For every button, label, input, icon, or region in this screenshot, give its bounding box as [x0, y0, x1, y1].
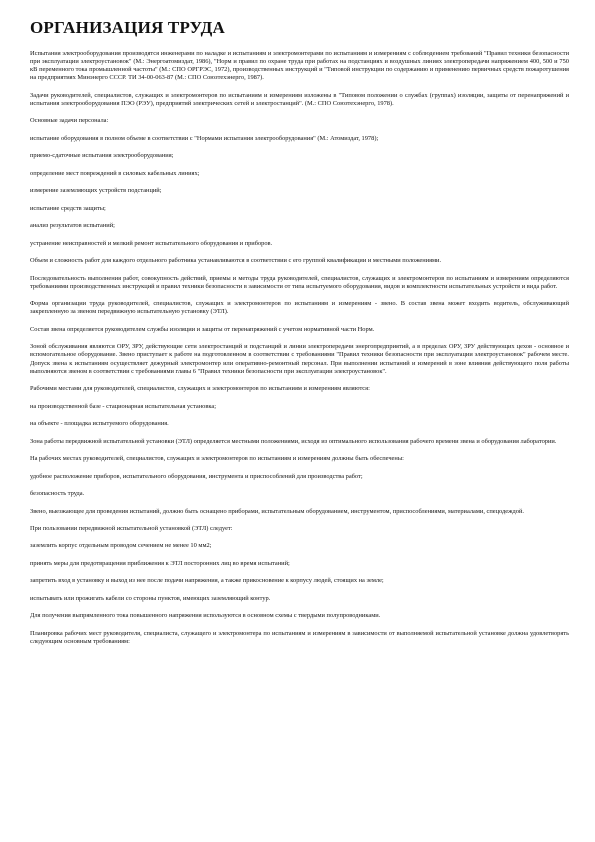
- paragraph: безопасность труда.: [30, 490, 85, 498]
- paragraph: Планировка рабочих мест руководителя, специалиста, служащего и электромонтера по испытаниям и измерениям в зависимости от выполняемой испытательной установке должна удовлетворять следующим основным требованиям:: [30, 629, 569, 645]
- paragraph: Испытания электрооборудования производятся инженерами по наладке и испытаниям и электромонтерами по испытаниям и измерениям с соблюдением требований "Правил техники безопасности при эксплуатации электроустановок" (М.: Энергоатомиздат, 1986), "Норм и правил по охране труда при работах на подстанциях и воздушных линиях электропередачи напряжением 400, 500 и 750 кВ переменного тока промышленной частоты" (М.: СПО ОРГРЭС, 1972), производственных инструкций и "Типовой инструкции по содержанию и применению первичных средств пожаротушения на предприятиях Минэнерго СССР. ТИ 34-00-063-87 (М.: СПО Союзтехэнерго, 1987).: [30, 50, 569, 82]
- paragraph: измерение заземляющих устройств подстанций;: [30, 187, 162, 195]
- paragraph: На рабочих местах руководителей, специалистов, служащих и электромонтеров по испытаниям и измерениям должны быть обеспечены:: [30, 455, 404, 463]
- paragraph: Последовательность выполнения работ, совокупность действий, приемы и методы труда руководителей, специалистов, служащих и электромонтеров по испытаниям и измерениям определяются требованиями производственных инструкций и правил техники безопасности в зависимости от типа испытуемого оборудования, видов и комплектности испытательных устройств и вида работ.: [30, 274, 569, 290]
- paragraph: испытывать или прожигать кабели со стороны пунктов, имеющих заземляющий контур.: [30, 594, 271, 602]
- paragraph: Задачи руководителей, специалистов, служащих и электромонтеров по испытаниям и измерениям изложены в "Типовом положении о службах (группах) изоляции, защиты от перенапряжений и испытания электрооборудования ПЭО (РЭУ), предприятий электрических сетей и электростанций". (М.: СПО Союзтехэнерго, 1978).: [30, 91, 569, 107]
- paragraph: запретить вход в установку и выход из нее после подачи напряжения, а также прикосновение к корпусу людей, стоящих на земле;: [30, 577, 384, 585]
- paragraph: Форма организации труда руководителей, специалистов, служащих и электромонтеров по испытаниям и измерениям - звено. В состав звена может входить водитель, обслуживающий закрепленную за звеном передвижную испытательную установку (ЭТЛ).: [30, 300, 569, 316]
- paragraph: Зоной обслуживания являются ОРУ, ЗРУ, действующие сети электростанций и подстанций и линии электропередачи энергопредприятий, а в пределах ОРУ, ЗРУ действующих цехов - основное и вспомогательное оборудование. Звено приступает к работе на подготовленном в соответствии с требованиями "Правил техники безопасности при эксплуатации электроустановок" рабочем месте. Допуск звена к испытаниям осуществляет дежурный электромонтер или оперативно-ремонтный персонал. При выполнении испытаний и измерений в зоне влияния действующего поля работы выполняются звеном в соответствии с требованиями главы 6 "Правил техники безопасности при эксплуатации электроустановок".: [30, 343, 569, 375]
- paragraph: удобное расположение приборов, испытательного оборудования, инструмента и приспособлений для производства работ;: [30, 472, 363, 480]
- paragraph: Рабочими местами для руководителей, специалистов, служащих и электромонтеров по испытаниям и измерениям являются:: [30, 385, 370, 393]
- paragraph: приемо-сдаточные испытания электрооборудования;: [30, 152, 174, 160]
- document-title: ОРГАНИЗАЦИЯ ТРУДА: [30, 18, 225, 37]
- paragraph: Для получения выпрямленного тока повышенного напряжения используются в основном схемы с твердыми полупроводниками.: [30, 612, 381, 620]
- paragraph: При пользовании передвижной испытательной установкой (ЭТЛ) следует:: [30, 524, 233, 532]
- paragraph: на объекте - площадка испытуемого оборудования.: [30, 420, 169, 428]
- paragraph: Зона работы передвижной испытательной установки (ЭТЛ) определяется местными положениями, исходя из оптимального использования рабочего времени звена и оборудования лаборатории.: [30, 437, 557, 445]
- paragraph: принять меры для предотвращения приближения к ЭТЛ посторонних лиц во время испытаний;: [30, 559, 290, 567]
- paragraph: анализ результатов испытаний;: [30, 222, 115, 230]
- paragraph: Основные задачи персонала:: [30, 117, 109, 125]
- paragraph: испытание средств защиты;: [30, 204, 106, 212]
- paragraph: заземлить корпус отдельным проводом сечением не менее 10 мм2;: [30, 542, 212, 550]
- paragraph: Звено, выезжающее для проведения испытаний, должно быть оснащено приборами, испытательным оборудованием, инструментом, приспособлениями, материалами, спецодеждой.: [30, 507, 525, 515]
- paragraph: определение мест повреждений в силовых кабельных линиях;: [30, 169, 200, 177]
- paragraph: на производственной базе - стационарная испытательная установка;: [30, 402, 216, 410]
- document-body: [30, 50, 569, 646]
- paragraph: Состав звена определяется руководителем службы изоляции и защиты от перенапряжений с учетом нормативной части Норм.: [30, 325, 375, 333]
- paragraph: Объем и сложность работ для каждого отдельного работника устанавливаются в соответствии с его группой квалификации и местными положениями.: [30, 257, 442, 265]
- paragraph: устранение неисправностей и мелкий ремонт испытательного оборудования и приборов.: [30, 239, 273, 247]
- paragraph: испытание оборудования в полном объеме в соответствии с "Нормами испытания электрооборудования" (М.: Атомиздат, 1978);: [30, 134, 379, 142]
